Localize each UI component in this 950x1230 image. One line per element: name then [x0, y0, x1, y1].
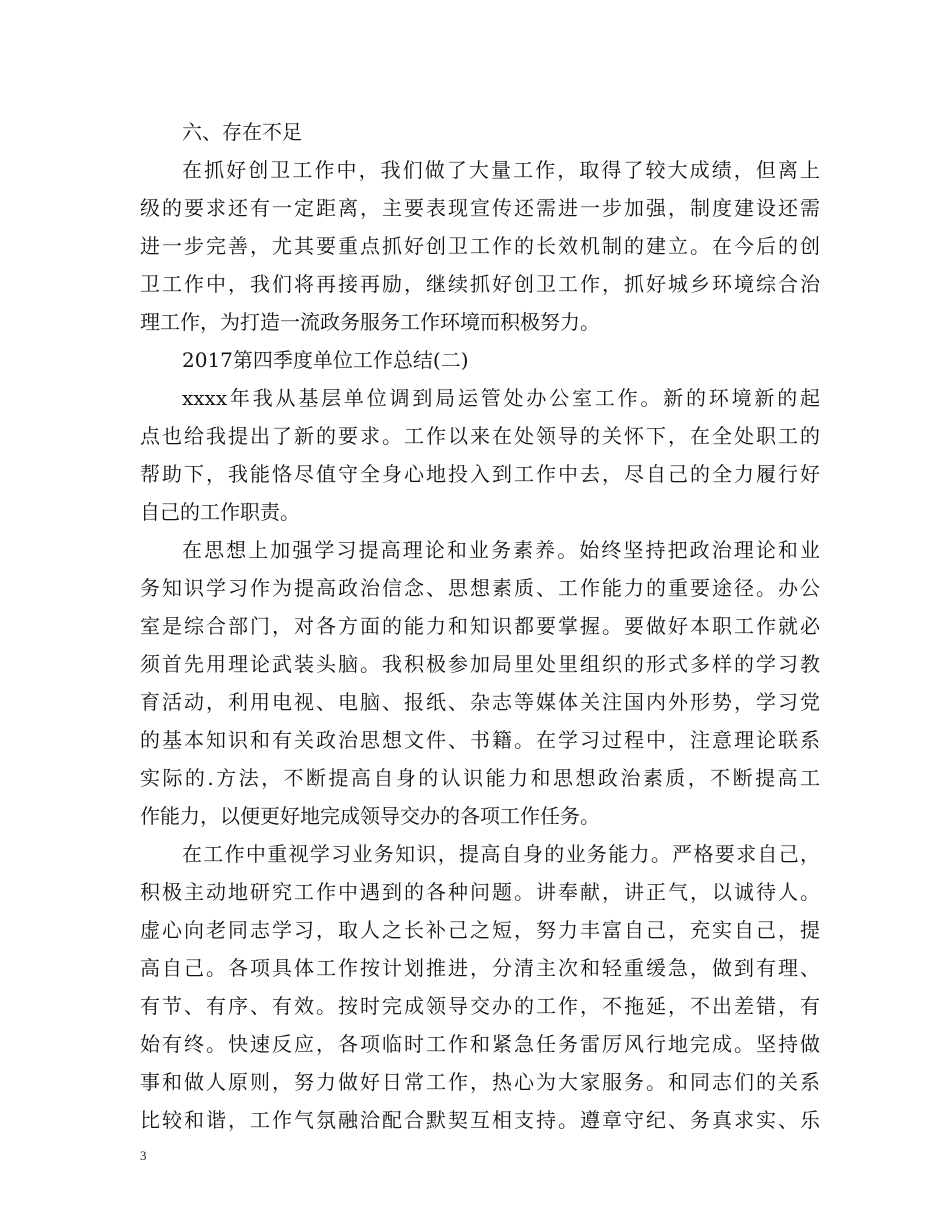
paragraph-line: xxxx年我从基层单位调到局运管处办公室工作。新的环境新的起 [182, 386, 820, 410]
paragraph-line: 室是综合部门，对各方面的能力和知识都要掌握。要做好本职工作就必 [140, 614, 820, 638]
paragraph-line: 卫工作中，我们将再接再励，继续抓好创卫工作，抓好城乡环境综合治 [140, 272, 820, 296]
paragraph-line: 有节、有序、有效。按时完成领导交办的工作，不拖延，不出差错，有 [140, 994, 820, 1018]
paragraph-line: 虚心向老同志学习，取人之长补己之短，努力丰富自己，充实自己，提 [140, 918, 820, 942]
page-number: 3 [140, 1148, 147, 1163]
section-heading: 六、存在不足 [182, 120, 302, 144]
paragraph-line: 实际的.方法，不断提高自身的认识能力和思想政治素质，不断提高工 [140, 766, 820, 790]
paragraph-line: 须首先用理论武装头脑。我积极参加局里处里组织的形式多样的学习教 [140, 652, 820, 676]
paragraph-line: 务知识学习作为提高政治信念、思想素质、工作能力的重要途径。办公 [140, 576, 820, 600]
paragraph-line: 在思想上加强学习提高理论和业务素养。始终坚持把政治理论和业 [182, 538, 820, 562]
paragraph-line: 在抓好创卫工作中，我们做了大量工作，取得了较大成绩，但离上 [182, 158, 820, 182]
paragraph-line: 比较和谐，工作气氛融洽配合默契互相支持。遵章守纪、务真求实、乐 [140, 1108, 820, 1132]
paragraph-line: 高自己。各项具体工作按计划推进，分清主次和轻重缓急，做到有理、 [140, 956, 820, 980]
paragraph-line: 始有终。快速反应，各项临时工作和紧急任务雷厉风行地完成。坚持做 [140, 1032, 820, 1056]
paragraph-line: 级的要求还有一定距离，主要表现宣传还需进一步加强，制度建设还需 [140, 196, 820, 220]
paragraph-line: 的基本知识和有关政治思想文件、书籍。在学习过程中，注意理论联系 [140, 728, 820, 752]
paragraph-line: 事和做人原则，努力做好日常工作，热心为大家服务。和同志们的关系 [140, 1070, 820, 1094]
paragraph-line: 育活动，利用电视、电脑、报纸、杂志等媒体关注国内外形势，学习党 [140, 690, 820, 714]
paragraph-line: 点也给我提出了新的要求。工作以来在处领导的关怀下，在全处职工的 [140, 424, 820, 448]
paragraph-line: 帮助下，我能恪尽值守全身心地投入到工作中去，尽自己的全力履行好 [140, 462, 820, 486]
paragraph-line: 在工作中重视学习业务知识，提高自身的业务能力。严格要求自己， [182, 842, 820, 866]
paragraph-line: 进一步完善，尤其要重点抓好创卫工作的长效机制的建立。在今后的创 [140, 234, 820, 258]
paragraph-line: 自己的工作职责。 [140, 500, 300, 524]
paragraph-line: 积极主动地研究工作中遇到的各种问题。讲奉献，讲正气，以诚待人。 [140, 880, 820, 904]
paragraph-line: 作能力，以便更好地完成领导交办的各项工作任务。 [140, 804, 600, 828]
paragraph-line: 理工作，为打造一流政务服务工作环境而积极努力。 [140, 310, 600, 334]
document-title: 2017第四季度单位工作总结(二) [182, 348, 469, 372]
